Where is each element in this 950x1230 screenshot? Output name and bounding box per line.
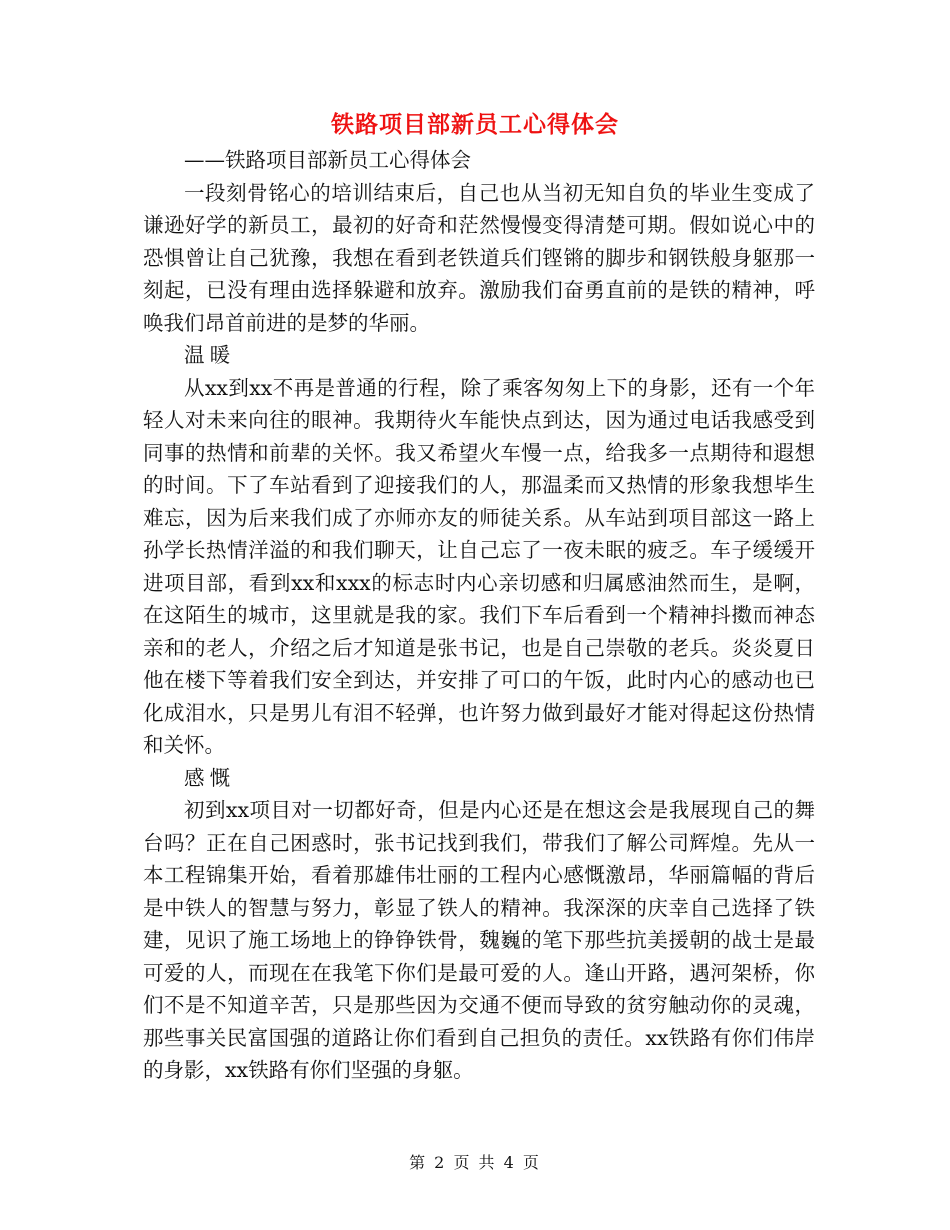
warmth-paragraph: 从xx到xx不再是普通的行程，除了乘客匆匆上下的身影，还有一个年轻人对未来向往的眼神。我期待火车能快点到达，因为通过电话我感受到同事的热情和前辈的关怀。我又希望火车慢一点，给我多一点期待和遐想的时间。下了车站看到了迎接我们的人，那温柔而又热情的形象我想毕生难忘，因为后来我们成了亦师亦友的师徒关系。从车站到项目部这一路上孙学长热情洋溢的和我们聊天，让自己忘了一夜未眠的疲乏。车子缓缓开进项目部，看到xx和xxx的标志时内心亲切感和归属感油然而生，是啊，在这陌生的城市，这里就是我的家。我们下车后看到一个精神抖擞而神态亲和的老人，介绍之后才知道是张书记，也是自己崇敬的老兵。炎炎夏日他在楼下等着我们安全到达，并安排了可口的午饭，此时内心的感动也已化成泪水，只是男儿有泪不轻弹，也许努力做到最好才能对得起这份热情和关怀。 bbox=[143, 375, 815, 757]
section-heading-feelings: 感慨 bbox=[184, 765, 236, 790]
subtitle-line: ——铁路项目部新员工心得体会 bbox=[184, 148, 471, 172]
document-title: 铁路项目部新员工心得体会 bbox=[331, 111, 619, 138]
document-body bbox=[143, 144, 815, 1087]
intro-paragraph: 一段刻骨铭心的培训结束后，自己也从当初无知自负的毕业生变成了谦逊好学的新员工，最初的好奇和茫然慢慢变得清楚可期。假如说心中的恐惧曾让自己犹豫，我想在看到老铁道兵们铿锵的脚步和钢铁般身躯那一刻起，已没有理由选择躲避和放弃。激励我们奋勇直前的是铁的精神，呼唤我们昂首前进的是梦的华丽。 bbox=[143, 180, 815, 335]
feelings-paragraph: 初到xx项目对一切都好奇，但是内心还是在想这会是我展现自己的舞台吗？正在自己困惑时，张书记找到我们，带我们了解公司辉煌。先从一本工程锦集开始，看着那雄伟壮丽的工程内心感慨激昂，华丽篇幅的背后是中铁人的智慧与努力，彰显了铁人的精神。我深深的庆幸自己选择了铁建，见识了施工场地上的铮铮铁骨，魏巍的笔下那些抗美援朝的战士是最可爱的人，而现在在我笔下你们是最可爱的人。逢山开路，遇河架桥，你们不是不知道辛苦，只是那些因为交通不便而导致的贫穷触动你的灵魂，那些事关民富国强的道路让你们看到自己担负的责任。xx铁路有你们伟岸的身影，xx铁路有你们坚强的身躯。 bbox=[143, 798, 815, 1082]
section-heading-warmth: 温暖 bbox=[184, 343, 236, 367]
page-number-footer: 第 2 页 共 4 页 bbox=[409, 1153, 541, 1172]
